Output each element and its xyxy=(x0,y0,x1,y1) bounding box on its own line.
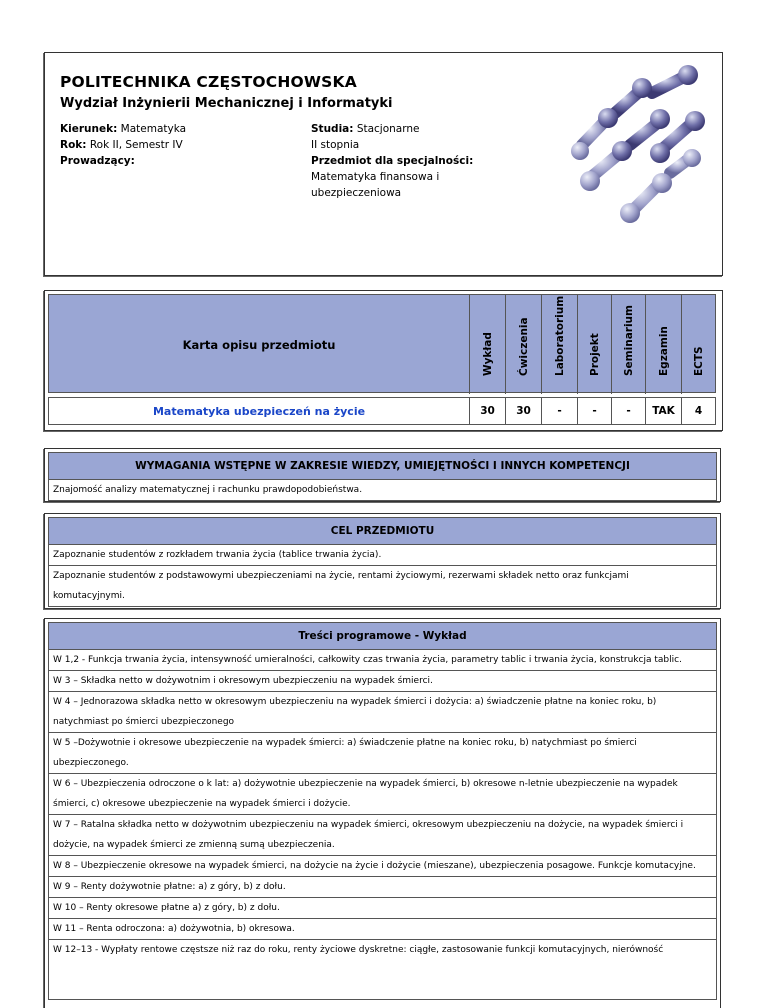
subject-card-header-row xyxy=(48,294,716,393)
objectives-row-continued: komutacyjnymi. xyxy=(48,586,717,607)
lecture-row: W 5 –Dożywotnie i okresowe ubezpieczenie na wypadek śmierci: a) świadczenie płatne na koniec roku, b) natychmiast po śmierci xyxy=(48,733,717,753)
objectives-row: Zapoznanie studentów z rozkładem trwania życia (tablice trwania życia). xyxy=(48,545,717,566)
university-name: POLITECHNIKA CZĘSTOCHOWSKA xyxy=(60,73,357,91)
subject-card-value-row xyxy=(48,397,716,425)
lecture-row: W 9 – Renty dożywotnie płatne: a) z góry, b) z dołu. xyxy=(48,877,717,898)
subject-card-title: Karta opisu przedmiotu xyxy=(182,337,336,352)
header-right-column xyxy=(311,121,511,201)
column-header-egzamin: Egzamin xyxy=(645,295,681,394)
subject-name: Matematyka ubezpieczeń na życie xyxy=(152,404,366,418)
lecture-content-section xyxy=(44,618,721,1008)
objectives-section xyxy=(44,513,721,609)
value-projekt: - xyxy=(577,398,611,424)
objectives-row: Zapoznanie studentów z podstawowymi ubezpieczeniami na życie, rentami życiowymi, rezerwami składek netto oraz funkcjami xyxy=(48,566,717,586)
lecture-row: W 11 – Renta odroczona: a) dożywotnia, b) okresowa. xyxy=(48,919,717,940)
prerequisites-section xyxy=(44,448,721,502)
kierunek-value: Matematyka xyxy=(120,123,187,135)
chain-links-logo-icon xyxy=(560,63,710,233)
value-ects: 4 xyxy=(681,398,715,424)
lecture-row-continued: natychmiast po śmierci ubezpieczonego xyxy=(48,712,717,733)
value-egzamin: TAK xyxy=(645,398,681,424)
lecture-row-continued: dożycie, na wypadek śmierci ze zmienną sumą ubezpieczenia. xyxy=(48,835,717,856)
przedmiot-label: Przedmiot dla specjalności: xyxy=(311,155,474,167)
kierunek-label: Kierunek: xyxy=(60,123,118,135)
header-left-column xyxy=(60,121,186,169)
lecture-row-continued: śmierci, c) okresowe ubezpieczenie na wypadek śmierci i dożycie. xyxy=(48,794,717,815)
lecture-row: W 7 – Ratalna składka netto w dożywotnim ubezpieczeniu na wypadek śmierci, okresowym ubezpieczeniu na dożycie, na wypadek śmierci i xyxy=(48,815,717,835)
value-seminarium: - xyxy=(611,398,645,424)
rok-label: Rok: xyxy=(60,139,87,151)
lecture-row-continued: ubezpieczonego. xyxy=(48,753,717,774)
studia-level: II stopnia xyxy=(311,139,360,151)
column-header-ects: ECTS xyxy=(681,295,715,394)
subject-card-table xyxy=(44,290,723,431)
value-cwiczenia: 30 xyxy=(505,398,541,424)
lecture-row: W 1,2 - Funkcja trwania życia, intensywność umieralności, całkowity czas trwania życia, parametry tablic i trwania życia, konstrukcja tablic. xyxy=(48,650,717,671)
prerequisites-title: WYMAGANIA WSTĘPNE W ZAKRESIE WIEDZY, UMIEJĘTNOŚCI I INNYCH KOMPETENCJI xyxy=(48,452,717,480)
lecture-row: W 6 – Ubezpieczenia odroczone o k lat: a) dożywotnie ubezpieczenie na wypadek śmierci, b) okresowe n-letnie ubezpieczenie na wypadek xyxy=(48,774,717,794)
lecture-row: W 12–13 - Wypłaty rentowe częstsze niż raz do roku, renty życiowe dyskretne: ciągłe, zastosowanie funkcji komutacyjnych, nierówność xyxy=(48,940,717,1000)
header-box xyxy=(44,52,723,276)
column-header-laboratorium: Laboratorium xyxy=(541,295,577,394)
column-header-seminarium: Seminarium xyxy=(611,295,645,394)
studia-value: Stacjonarne xyxy=(356,123,420,135)
value-wyklad: 30 xyxy=(469,398,505,424)
przedmiot-value: Matematyka finansowa i ubezpieczeniowa xyxy=(311,171,440,199)
faculty-name: Wydział Inżynierii Mechanicznej i Informatyki xyxy=(60,96,393,111)
objectives-title: CEL PRZEDMIOTU xyxy=(48,517,717,545)
lecture-row: W 4 – Jednorazowa składka netto w okresowym ubezpieczeniu na wypadek śmierci i dożycia: a) świadczenie płatne na koniec roku, b) xyxy=(48,692,717,712)
value-laboratorium: - xyxy=(541,398,577,424)
lecture-row: W 10 – Renty okresowe płatne a) z góry, b) z dołu. xyxy=(48,898,717,919)
lecture-content-title: Treści programowe - Wykład xyxy=(48,622,717,650)
column-header-projekt: Projekt xyxy=(577,295,611,394)
lecture-row: W 3 – Składka netto w dożywotnim i okresowym ubezpieczeniu na wypadek śmierci. xyxy=(48,671,717,692)
studia-label: Studia: xyxy=(311,123,354,135)
lecture-row: W 8 – Ubezpieczenie okresowe na wypadek śmierci, na dożycie na życie i dożycie (mieszane), ubezpieczenia posagowe. Funkcje komutacyjne. xyxy=(48,856,717,877)
rok-value: Rok II, Semestr IV xyxy=(89,139,183,151)
prowadzacy-label: Prowadzący: xyxy=(60,155,135,167)
prerequisites-row: Znajomość analizy matematycznej i rachunku prawdopodobieństwa. xyxy=(48,480,717,501)
column-header-wyklad: Wykład xyxy=(469,295,505,394)
column-header-cwiczenia: Ćwiczenia xyxy=(505,295,541,394)
